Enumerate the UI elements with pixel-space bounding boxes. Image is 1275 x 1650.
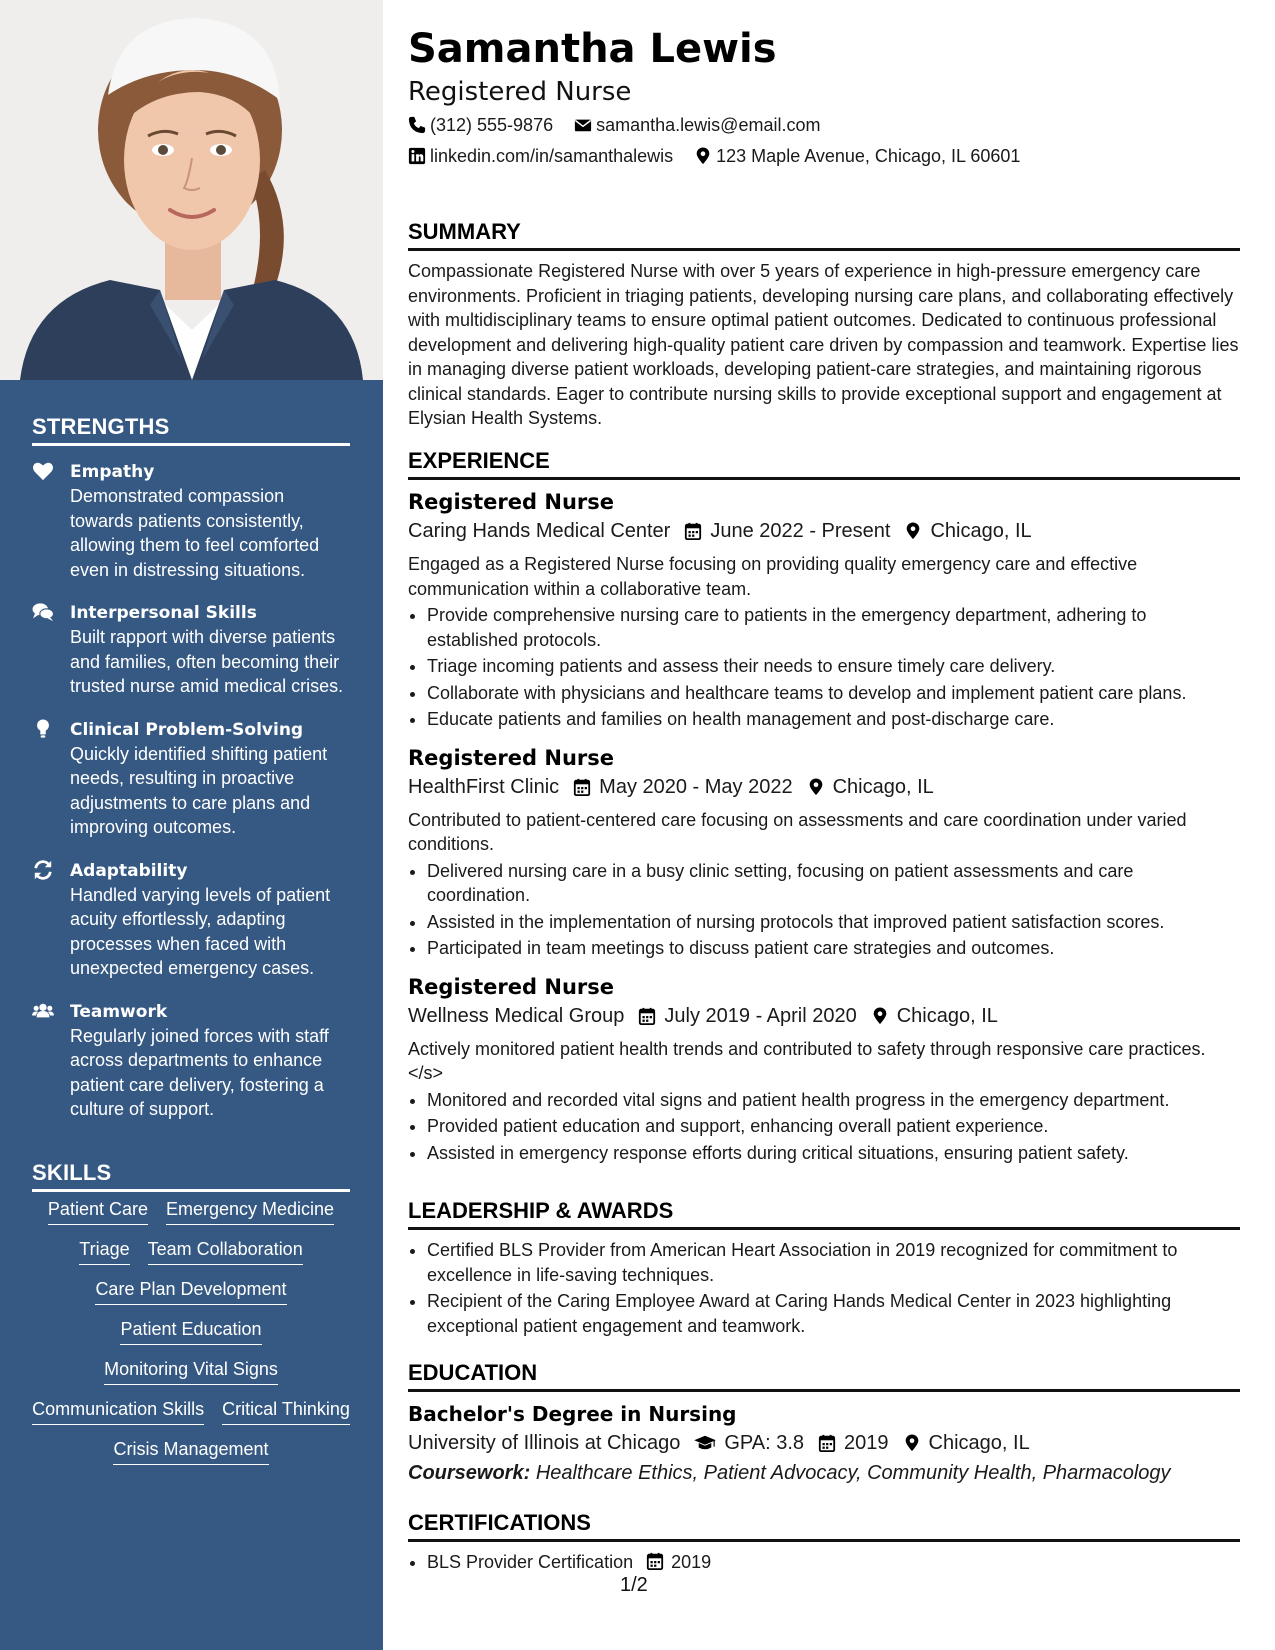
candidate-name: Samantha Lewis (408, 26, 777, 72)
job-meta (408, 516, 1240, 546)
calendar-icon (573, 778, 591, 796)
certification-year: 2019 (671, 1552, 712, 1572)
job-bullet: • Collaborate with physicians and healthcare teams to develop and implement patient care plans. (427, 681, 1240, 706)
strength-item (32, 718, 352, 840)
job-role: Registered Nurse (408, 490, 614, 514)
phone-text[interactable]: (312) 555-9876 (430, 115, 554, 135)
job-bullet: • Participated in team meetings to discuss patient care strategies and outcomes. (427, 936, 1240, 961)
job-entry (408, 488, 1240, 732)
strength-description: Demonstrated compassion towards patients consistently, allowing them to feel comforted even in distressing situations. (70, 486, 320, 580)
strength-title: Teamwork (70, 1001, 168, 1022)
strength-description: Regularly joined forces with staff across departments to enhance patient care delivery, fostering a culture of support. (70, 1025, 329, 1119)
calendar-icon (684, 522, 702, 540)
awards-list (408, 1238, 1240, 1338)
job-dates: June 2022 - Present (710, 520, 891, 542)
certifications-heading: CERTIFICATIONS (408, 1509, 1240, 1542)
job-dates: July 2019 - April 2020 (664, 1004, 857, 1027)
awards-heading: LEADERSHIP & AWARDS (408, 1197, 1240, 1230)
skill-tag: Patient Care (48, 1197, 148, 1225)
candidate-title: Registered Nurse (408, 77, 632, 107)
job-bullet: • Provided patient education and support, enhancing overall patient experience. (427, 1114, 1240, 1139)
strength-title: Clinical Problem-Solving (70, 719, 304, 740)
skill-tag: Triage (79, 1237, 129, 1265)
education-section (408, 1359, 1240, 1488)
strength-description: Quickly identified shifting patient needs, resulting in proactive adjustments to care plans and improving outcomes. (70, 743, 328, 837)
map-pin-icon (904, 522, 922, 540)
map-pin-icon (903, 1434, 921, 1452)
contact-row (408, 113, 836, 140)
skill-tag: Crisis Management (113, 1437, 268, 1465)
skills-heading: SKILLS (32, 1160, 350, 1192)
coursework-label: Coursework: (408, 1462, 531, 1484)
edu-meta (408, 1428, 1240, 1458)
edu-degree: Bachelor's Degree in Nursing (408, 1402, 737, 1426)
coursework-list: Healthcare Ethics, Patient Advocacy, Community Health, Pharmacology (535, 1462, 1171, 1484)
strength-title: Adaptability (70, 860, 188, 881)
job-meta (408, 772, 1240, 802)
calendar-icon (818, 1434, 836, 1452)
certification-name: BLS Provider Certification (427, 1552, 634, 1572)
skill-tag: Communication Skills (32, 1397, 204, 1425)
contact-address (694, 144, 1020, 168)
email-link[interactable]: samantha.lewis@email.com (596, 115, 821, 135)
summary-text: Compassionate Registered Nurse with over 5 years of experience in high-pressure emergency care environments. Proficient in triaging patients, developing nursing care plans, and collaborating effectively with multidisciplinary teams to ensure optimal patient outcomes. Dedicated to continuous professional development and delivering high-quality patient care driven by compassion and teamwork. Expertise lies in managing diverse patient workloads, developing patient-care strategies, and maintaining rigorous clinical standards. Eager to contribute nursing skills to provide exceptional support and engagement at Elysian Health Systems. (408, 261, 1239, 428)
skill-tag: Patient Education (120, 1317, 261, 1345)
skills-list (32, 1197, 350, 1465)
users-icon (32, 1001, 54, 1021)
job-entry (408, 744, 1240, 961)
heart-icon (32, 461, 54, 481)
linkedin-link[interactable]: linkedin.com/in/samanthalewis (430, 146, 674, 166)
skill-tag: Team Collaboration (148, 1237, 303, 1265)
job-company: Caring Hands Medical Center (408, 520, 671, 542)
job-location: Chicago, IL (896, 1004, 998, 1027)
job-role: Registered Nurse (408, 974, 614, 999)
job-company: HealthFirst Clinic (408, 775, 560, 798)
strength-item (32, 601, 352, 699)
map-pin-icon (807, 778, 825, 796)
job-entry (408, 973, 1240, 1166)
job-location: Chicago, IL (832, 775, 934, 798)
lightbulb-icon (32, 719, 54, 739)
job-summary: Contributed to patient-centered care focusing on assessments and care coordination under varied conditions. (408, 809, 1187, 854)
award-item: • Recipient of the Caring Employee Award at Caring Hands Medical Center in 2023 highlighting exceptional patient engagement and teamwork. (427, 1289, 1240, 1338)
job-bullets (408, 603, 1240, 732)
sidebar (0, 0, 383, 1650)
contact-linkedin (408, 144, 673, 168)
certifications-list (408, 1550, 1240, 1575)
comments-icon (32, 602, 54, 622)
edu-year: 2019 (844, 1432, 889, 1454)
map-pin-icon (871, 1007, 889, 1025)
contact-phone (408, 113, 553, 137)
calendar-icon (646, 1552, 664, 1570)
job-bullet: • Educate patients and families on health management and post-discharge care. (427, 707, 1240, 732)
strength-description: Handled varying levels of patient acuity effortlessly, adapting processes when faced with unexpected emergency cases. (70, 884, 331, 978)
summary-heading: SUMMARY (408, 218, 1240, 251)
strength-description: Built rapport with diverse patients and families, often becoming their trusted nurse amid medical crises. (70, 627, 344, 696)
job-role: Registered Nurse (408, 745, 614, 770)
job-bullets (408, 1088, 1240, 1166)
edu-school: University of Illinois at Chicago (408, 1432, 681, 1454)
strength-title: Empathy (70, 462, 155, 482)
awards-section (408, 1197, 1240, 1340)
address-text: 123 Maple Avenue, Chicago, IL 60601 (716, 146, 1021, 166)
strength-title: Interpersonal Skills (70, 603, 257, 623)
linkedin-icon (408, 147, 426, 165)
award-item: • Certified BLS Provider from American Heart Association in 2019 recognized for commitment to excellence in life-saving techniques. (427, 1238, 1240, 1287)
graduation-cap-icon (694, 1434, 716, 1452)
contact-row (408, 144, 1036, 171)
strength-item (32, 859, 352, 981)
job-location: Chicago, IL (930, 520, 1032, 542)
strengths-list (32, 460, 352, 1141)
job-bullet: • Monitored and recorded vital signs and patient health progress in the emergency department. (427, 1088, 1240, 1113)
strength-item (32, 1000, 352, 1122)
skill-tag: Emergency Medicine (166, 1197, 334, 1225)
skill-tag: Monitoring Vital Signs (104, 1357, 278, 1385)
calendar-icon (638, 1007, 656, 1025)
phone-icon (408, 116, 426, 134)
summary-section (408, 218, 1240, 431)
education-heading: EDUCATION (408, 1359, 1240, 1392)
profile-photo (0, 0, 383, 380)
job-bullet: • Provide comprehensive nursing care to patients in the emergency department, adhering to established protocols. (427, 603, 1240, 652)
job-meta (408, 1001, 1240, 1031)
edu-gpa: GPA: 3.8 (724, 1432, 805, 1454)
job-bullet: • Triage incoming patients and assess their needs to ensure timely care delivery. (427, 654, 1240, 679)
job-dates: May 2020 - May 2022 (599, 775, 793, 798)
job-bullet: • Assisted in emergency response efforts during critical situations, ensuring patient safety. (427, 1141, 1240, 1166)
contact-email (574, 113, 820, 137)
job-summary: Actively monitored patient health trends and contributed to safety through responsive care practices.</s> (408, 1038, 1206, 1083)
job-bullet: • Delivered nursing care in a busy clinic setting, focusing on patient assessments and care coordination. (427, 859, 1240, 908)
strengths-heading: STRENGTHS (32, 414, 350, 446)
envelope-icon (574, 116, 592, 134)
page-number: 1/2 (620, 1574, 648, 1596)
map-pin-icon (694, 147, 712, 165)
job-bullets (408, 859, 1240, 961)
experience-heading: EXPERIENCE (408, 447, 1240, 480)
sync-icon (32, 860, 54, 880)
skill-tag: Critical Thinking (222, 1397, 350, 1425)
edu-location: Chicago, IL (928, 1432, 1030, 1454)
edu-coursework (408, 1458, 1240, 1488)
certification-item (427, 1550, 1240, 1575)
job-bullet: • Assisted in the implementation of nursing protocols that improved patient satisfaction scores. (427, 910, 1240, 935)
job-company: Wellness Medical Group (408, 1004, 625, 1027)
skill-tag: Care Plan Development (95, 1277, 286, 1305)
strength-item (32, 460, 352, 582)
experience-section (408, 447, 1240, 1177)
job-summary: Engaged as a Registered Nurse focusing on providing quality emergency care and effective communication within a collaborative team. (408, 554, 1138, 599)
certifications-section (408, 1509, 1240, 1577)
